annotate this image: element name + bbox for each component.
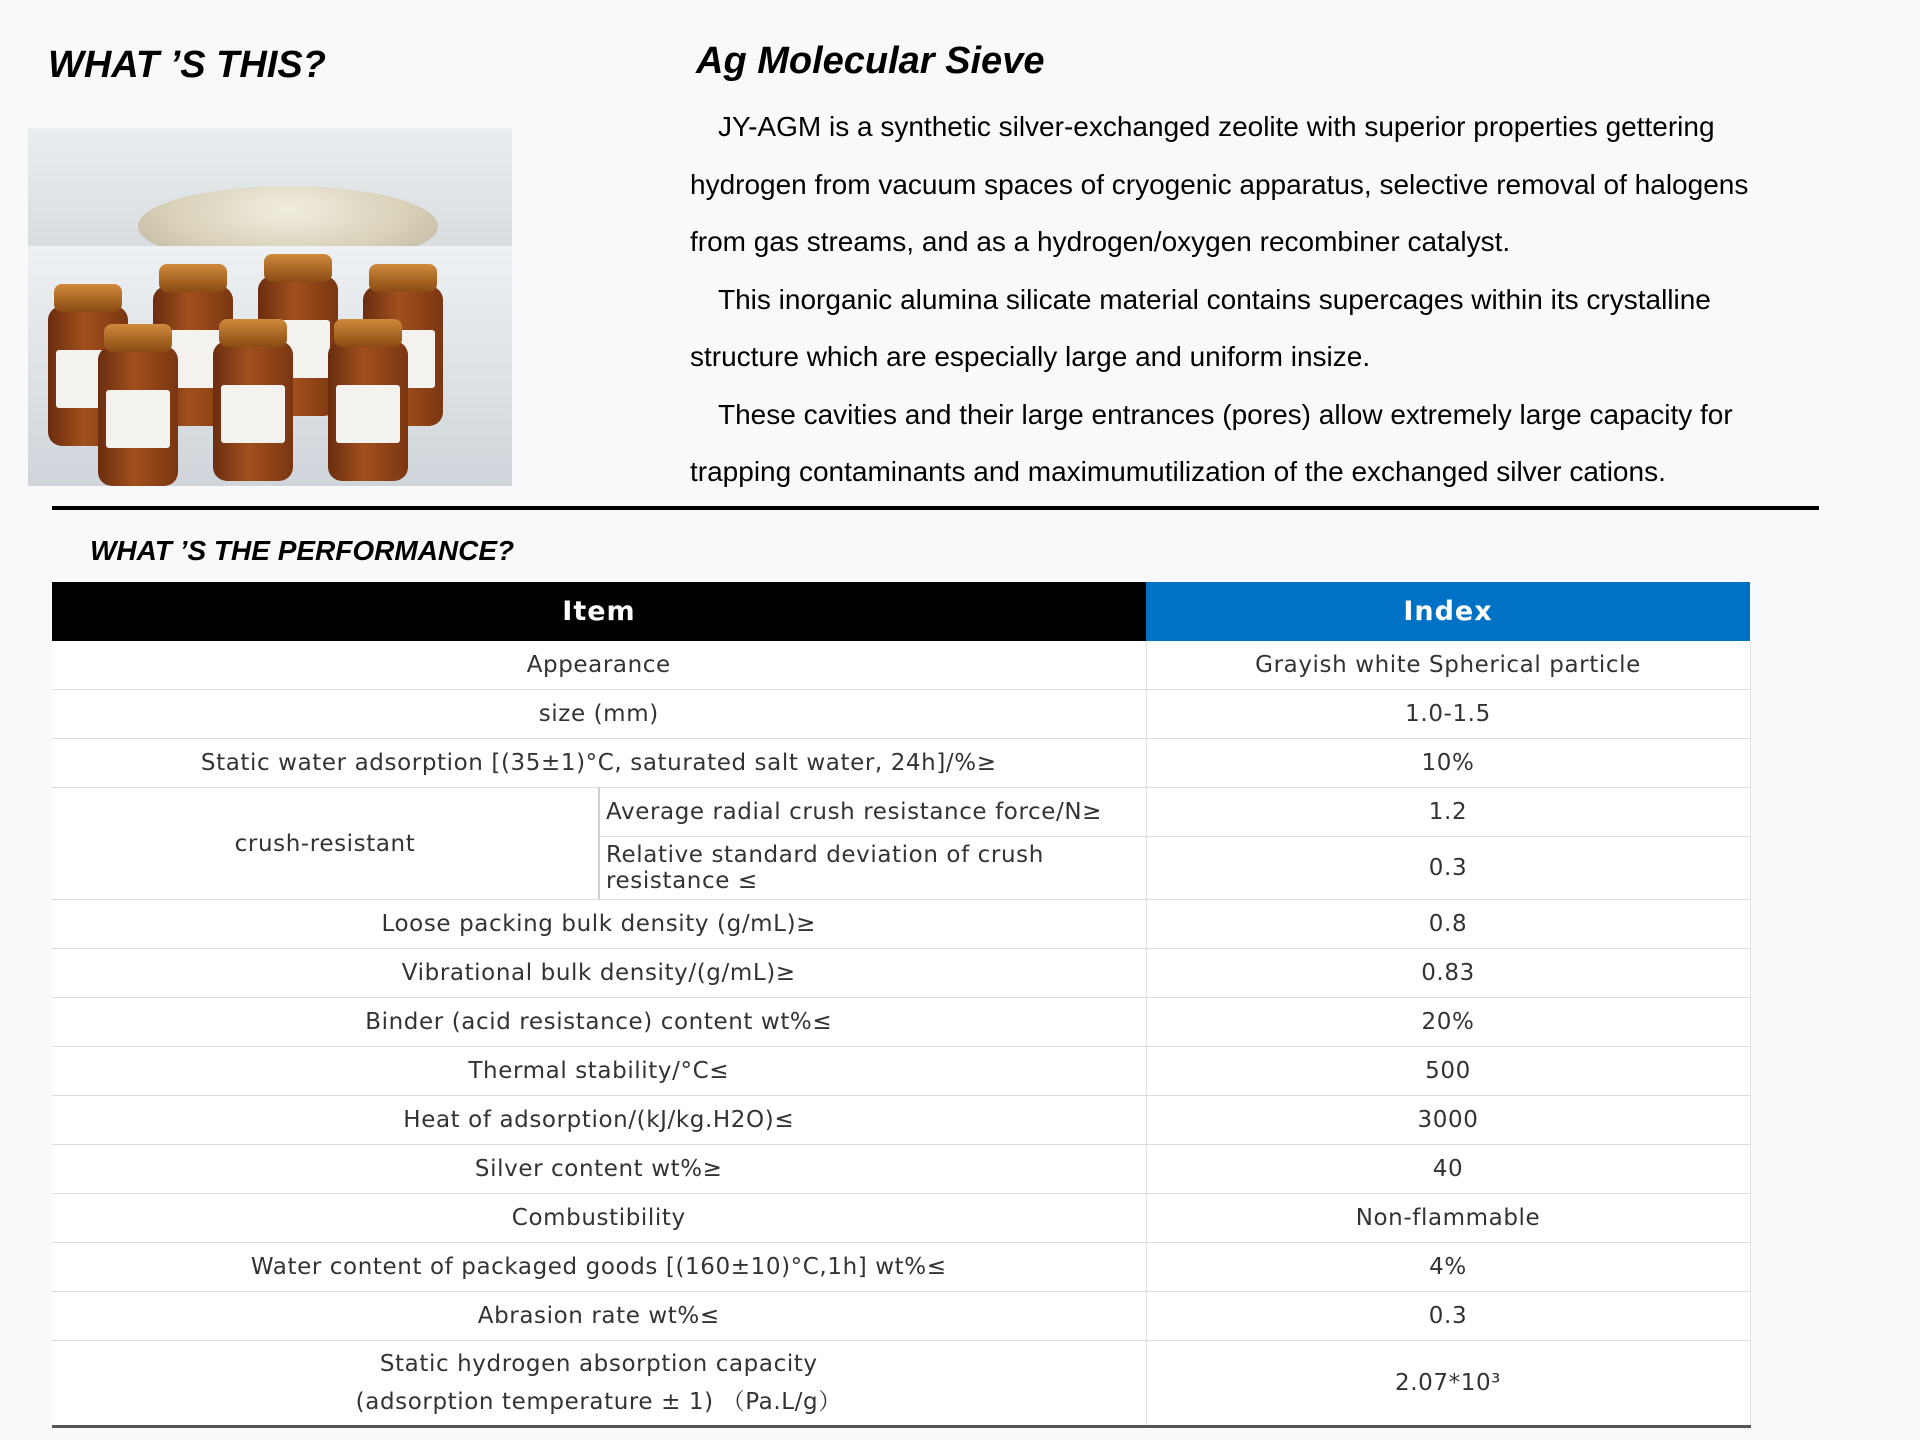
table-row (52, 788, 1750, 837)
index-cell: 500 (1146, 1047, 1750, 1096)
index-cell: 20% (1146, 998, 1750, 1047)
index-cell: 2.07*10³ (1146, 1341, 1750, 1427)
item-cell: Relative standard deviation of crush resistance ≤ (599, 837, 1146, 900)
table-header-row (52, 582, 1750, 641)
description-paragraph: This inorganic alumina silicate material contains supercages within its crystalline structure which are especially large and uniform insize. (690, 283, 1711, 372)
table-row (52, 1096, 1750, 1145)
index-cell: 1.0-1.5 (1146, 690, 1750, 739)
item-cell-line: (adsorption temperature ± 1) （Pa.L/g） (355, 1389, 842, 1415)
product-title: Ag Molecular Sieve (696, 40, 1045, 82)
index-cell: 0.8 (1146, 900, 1750, 949)
item-cell: Appearance (52, 641, 1146, 690)
column-header-index: Index (1146, 582, 1750, 641)
item-cell: size (mm) (52, 690, 1146, 739)
item-cell-line: Static hydrogen absorption capacity (379, 1351, 818, 1377)
table-row (52, 739, 1750, 788)
item-cell (52, 1341, 1146, 1427)
index-cell: Grayish white Spherical particle (1146, 641, 1750, 690)
table-row (52, 900, 1750, 949)
bottle-image (213, 341, 293, 481)
index-cell: Non-flammable (1146, 1194, 1750, 1243)
product-photo (28, 128, 512, 486)
bottle-image (328, 341, 408, 481)
item-cell: Heat of adsorption/(kJ/kg.H2O)≤ (52, 1096, 1146, 1145)
group-cell-crush-resistant: crush-resistant (52, 788, 599, 900)
item-cell: Static water adsorption [(35±1)°C, saturated salt water, 24h]/%≥ (52, 739, 1146, 788)
bottles-image (28, 246, 512, 486)
item-cell: Abrasion rate wt%≤ (52, 1292, 1146, 1341)
table-row (52, 641, 1750, 690)
bottle-image (98, 346, 178, 486)
table-row (52, 949, 1750, 998)
table-row (52, 1194, 1750, 1243)
index-cell: 0.3 (1146, 837, 1750, 900)
item-cell: Vibrational bulk density/(g/mL)≥ (52, 949, 1146, 998)
description-paragraph: These cavities and their large entrances (pores) allow extremely large capacity for trapping contaminants and maximumutilization of the exchanged silver cations. (690, 398, 1733, 487)
index-cell: 40 (1146, 1145, 1750, 1194)
column-header-item: Item (52, 582, 1146, 641)
table-row (52, 1047, 1750, 1096)
table-row (52, 1341, 1750, 1427)
item-cell: Thermal stability/°C≤ (52, 1047, 1146, 1096)
table-row (52, 998, 1750, 1047)
item-cell: Average radial crush resistance force/N≥ (599, 788, 1146, 837)
item-cell: Binder (acid resistance) content wt%≤ (52, 998, 1146, 1047)
item-cell: Combustibility (52, 1194, 1146, 1243)
item-cell: Water content of packaged goods [(160±10)°C,1h] wt%≤ (52, 1243, 1146, 1292)
description-paragraph: JY-AGM is a synthetic silver-exchanged zeolite with superior properties gettering hydrogen from vacuum spaces of cryogenic apparatus, selective removal of halogens from gas streams, and as a hydrogen/oxygen recombiner catalyst. (690, 111, 1749, 257)
index-cell: 0.83 (1146, 949, 1750, 998)
performance-table (52, 582, 1751, 1428)
table-row (52, 690, 1750, 739)
performance-heading: WHAT ’S THE PERFORMANCE? (90, 535, 515, 566)
what-is-this-heading: WHAT ’S THIS? (48, 44, 326, 86)
index-cell: 1.2 (1146, 788, 1750, 837)
section-divider (52, 506, 1819, 510)
table-row (52, 1292, 1750, 1341)
item-cell: Silver content wt%≥ (52, 1145, 1146, 1194)
item-cell: Loose packing bulk density (g/mL)≥ (52, 900, 1146, 949)
index-cell: 3000 (1146, 1096, 1750, 1145)
index-cell: 4% (1146, 1243, 1750, 1292)
index-cell: 10% (1146, 739, 1750, 788)
index-cell: 0.3 (1146, 1292, 1750, 1341)
product-description (690, 98, 1810, 501)
table-row (52, 1243, 1750, 1292)
table-row (52, 1145, 1750, 1194)
